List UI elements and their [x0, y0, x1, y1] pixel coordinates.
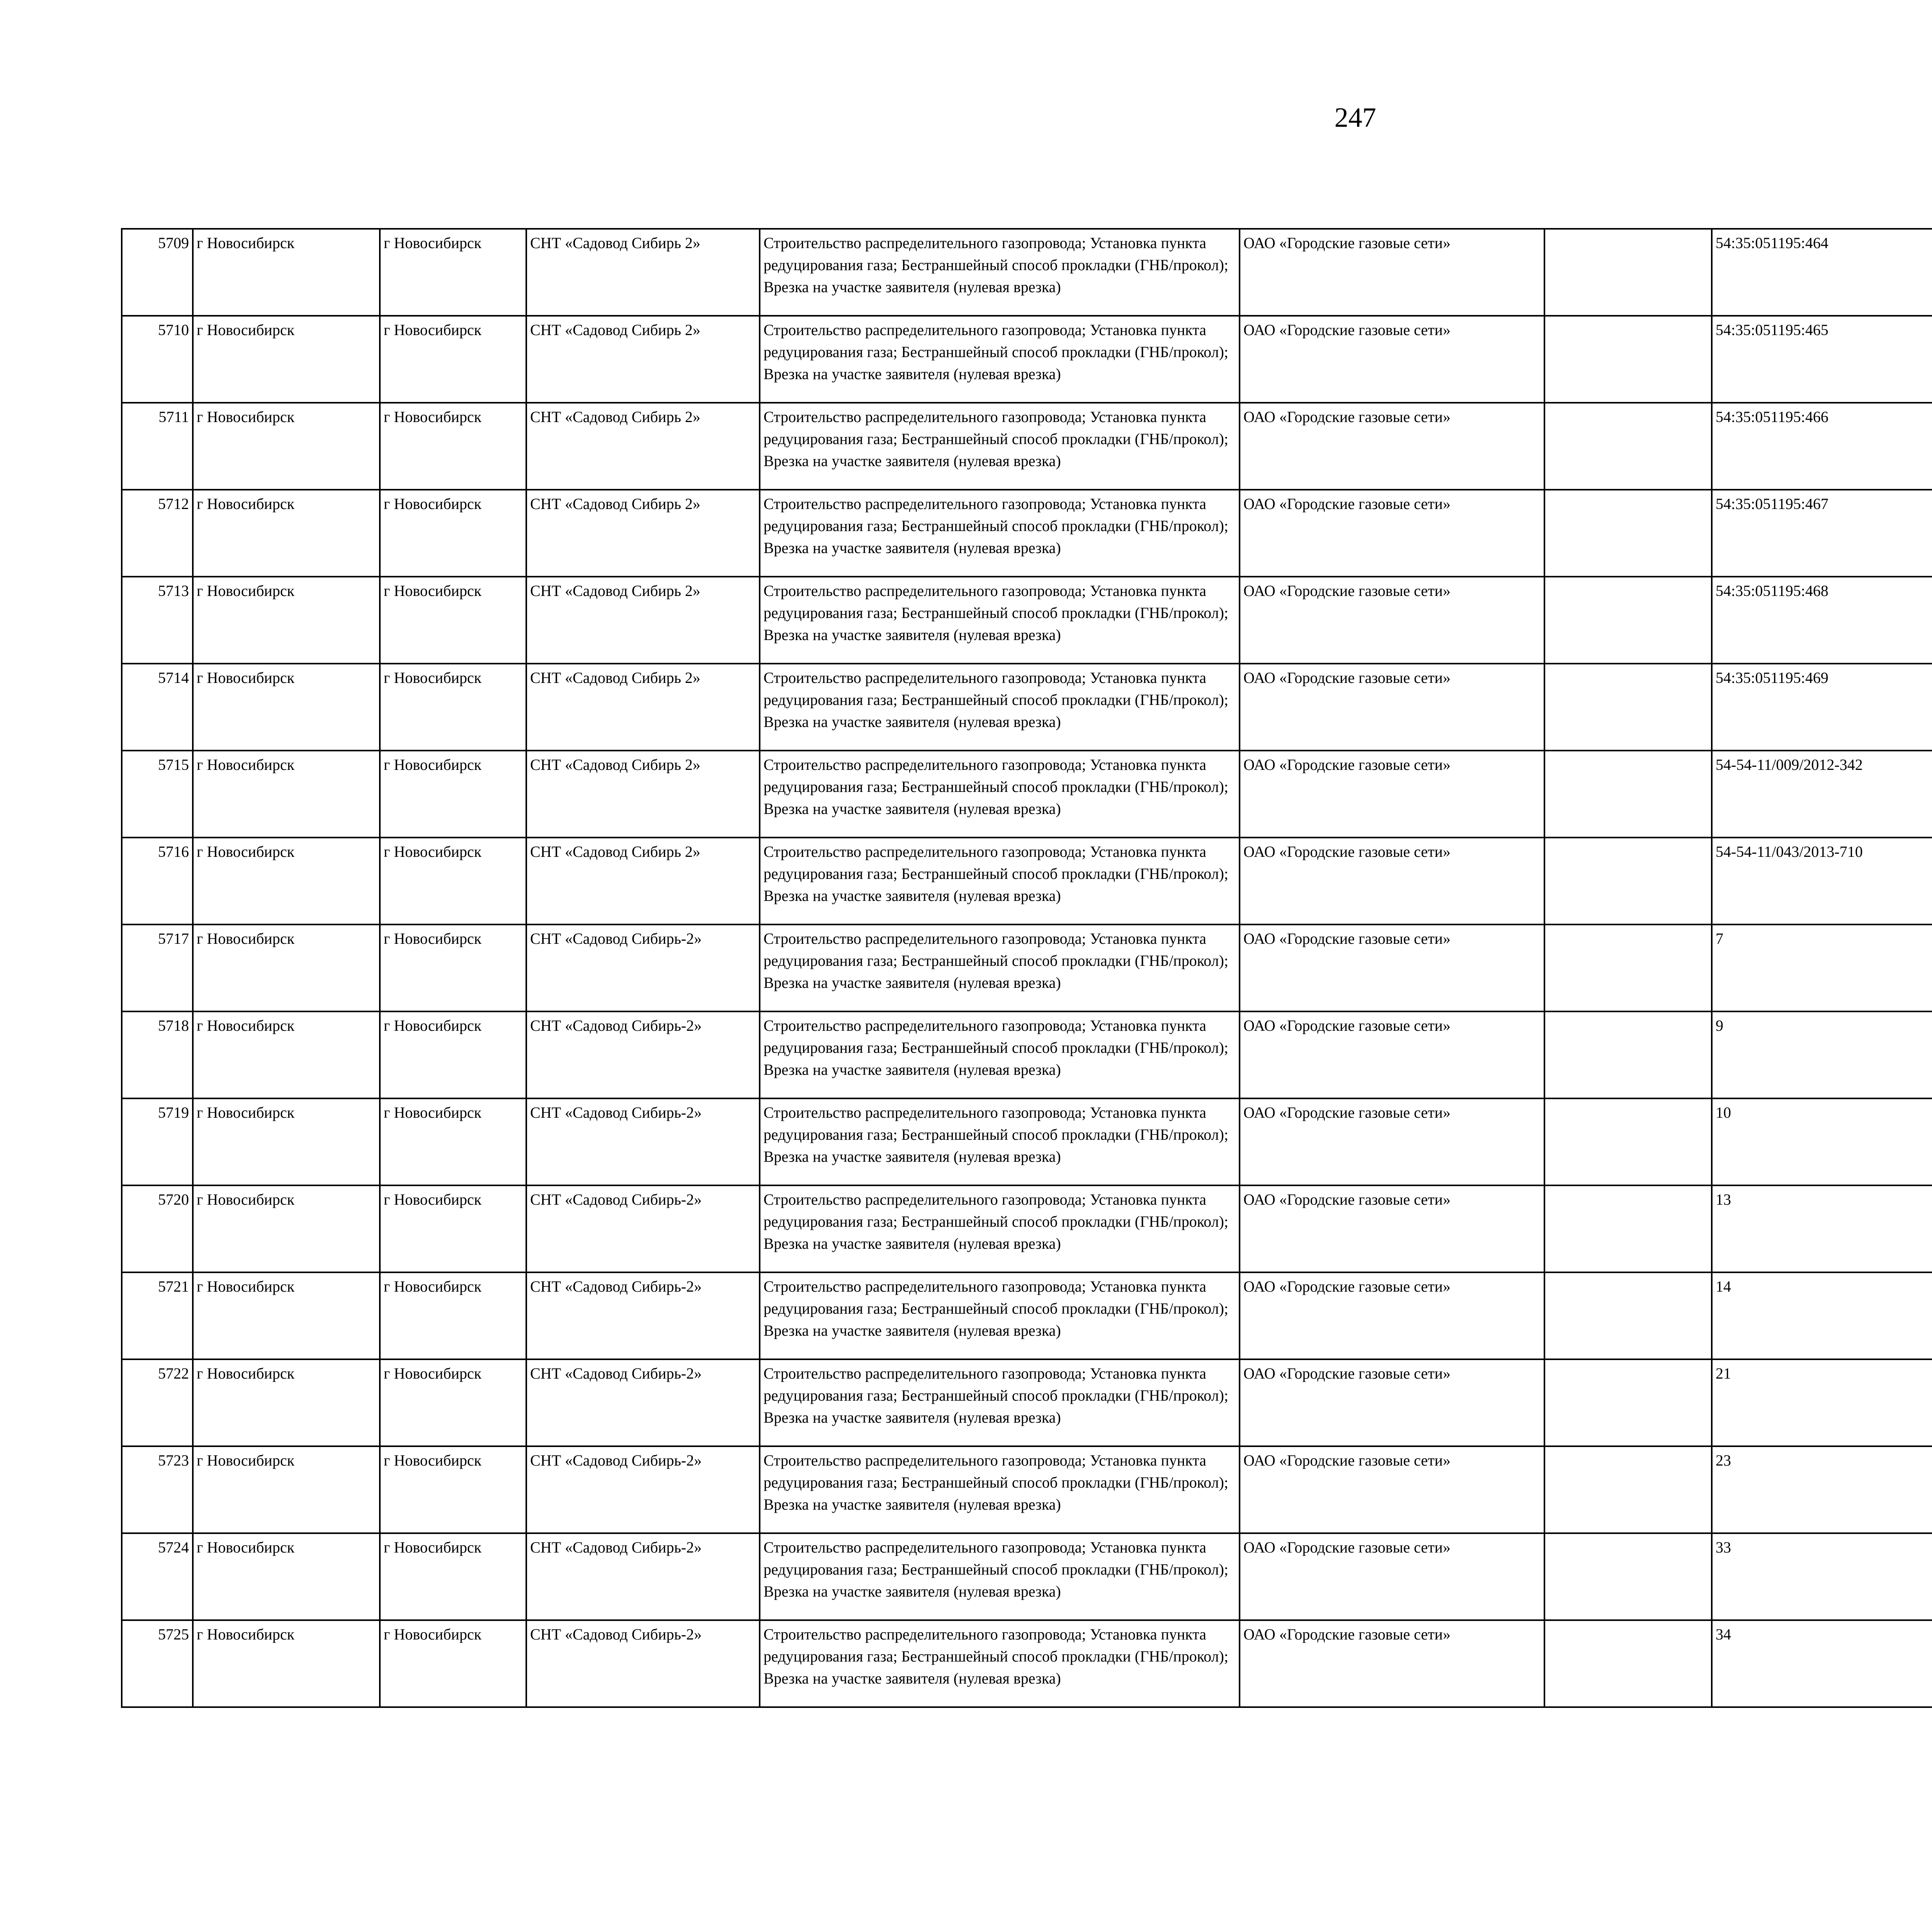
city-cell: г Новосибирск: [193, 316, 380, 403]
cadastral-number-cell: 33: [1712, 1533, 1932, 1620]
table-row: [122, 316, 1932, 403]
owner-cell: ОАО «Городские газовые сети»: [1240, 316, 1544, 403]
table-row: [122, 664, 1932, 751]
row-number: 5720: [122, 1185, 193, 1272]
city-cell: г Новосибирск: [193, 577, 380, 664]
object-cell: СНТ «Садовод Сибирь 2»: [526, 490, 760, 577]
district-cell: г Новосибирск: [380, 403, 526, 490]
city-cell: г Новосибирск: [193, 490, 380, 577]
row-number: 5718: [122, 1011, 193, 1098]
city-cell: г Новосибирск: [193, 1620, 380, 1707]
works-description-cell: Строительство распределительного газопровода; Установка пункта редуцирования газа; Бестраншейный способ прокладки (ГНБ/прокол); Врезка на участке заявителя (нулевая врезка): [760, 924, 1240, 1011]
cadastral-number-cell: 21: [1712, 1359, 1932, 1446]
works-description-cell: Строительство распределительного газопровода; Установка пункта редуцирования газа; Бестраншейный способ прокладки (ГНБ/прокол); Врезка на участке заявителя (нулевая врезка): [760, 1185, 1240, 1272]
owner-cell: ОАО «Городские газовые сети»: [1240, 229, 1544, 316]
object-cell: СНТ «Садовод Сибирь-2»: [526, 1359, 760, 1446]
table-row: [122, 1620, 1932, 1707]
object-cell: СНТ «Садовод Сибирь 2»: [526, 838, 760, 924]
empty-cell: [1544, 1620, 1712, 1707]
cadastral-number-cell: 54:35:051195:467: [1712, 490, 1932, 577]
district-cell: г Новосибирск: [380, 1098, 526, 1185]
table-body: [122, 229, 1932, 1707]
empty-cell: [1544, 577, 1712, 664]
row-number: 5711: [122, 403, 193, 490]
object-cell: СНТ «Садовод Сибирь 2»: [526, 403, 760, 490]
owner-cell: ОАО «Городские газовые сети»: [1240, 1098, 1544, 1185]
district-cell: г Новосибирск: [380, 1272, 526, 1359]
cadastral-number-cell: 54:35:051195:464: [1712, 229, 1932, 316]
city-cell: г Новосибирск: [193, 751, 380, 838]
city-cell: г Новосибирск: [193, 229, 380, 316]
city-cell: г Новосибирск: [193, 1359, 380, 1446]
cadastral-number-cell: 54:35:051195:469: [1712, 664, 1932, 751]
district-cell: г Новосибирск: [380, 1620, 526, 1707]
owner-cell: ОАО «Городские газовые сети»: [1240, 751, 1544, 838]
owner-cell: ОАО «Городские газовые сети»: [1240, 1620, 1544, 1707]
object-cell: СНТ «Садовод Сибирь 2»: [526, 664, 760, 751]
owner-cell: ОАО «Городские газовые сети»: [1240, 1185, 1544, 1272]
district-cell: г Новосибирск: [380, 1185, 526, 1272]
district-cell: г Новосибирск: [380, 751, 526, 838]
city-cell: г Новосибирск: [193, 1011, 380, 1098]
district-cell: г Новосибирск: [380, 1446, 526, 1533]
works-description-cell: Строительство распределительного газопровода; Установка пункта редуцирования газа; Бестраншейный способ прокладки (ГНБ/прокол); Врезка на участке заявителя (нулевая врезка): [760, 403, 1240, 490]
empty-cell: [1544, 403, 1712, 490]
city-cell: г Новосибирск: [193, 1533, 380, 1620]
empty-cell: [1544, 924, 1712, 1011]
owner-cell: ОАО «Городские газовые сети»: [1240, 403, 1544, 490]
row-number: 5713: [122, 577, 193, 664]
table-row: [122, 838, 1932, 924]
row-number: 5715: [122, 751, 193, 838]
empty-cell: [1544, 664, 1712, 751]
table-row: [122, 577, 1932, 664]
row-number: 5709: [122, 229, 193, 316]
table-row: [122, 1446, 1932, 1533]
object-cell: СНТ «Садовод Сибирь-2»: [526, 1272, 760, 1359]
cadastral-number-cell: 7: [1712, 924, 1932, 1011]
works-description-cell: Строительство распределительного газопровода; Установка пункта редуцирования газа; Бестраншейный способ прокладки (ГНБ/прокол); Врезка на участке заявителя (нулевая врезка): [760, 577, 1240, 664]
works-description-cell: Строительство распределительного газопровода; Установка пункта редуцирования газа; Бестраншейный способ прокладки (ГНБ/прокол); Врезка на участке заявителя (нулевая врезка): [760, 1098, 1240, 1185]
empty-cell: [1544, 1011, 1712, 1098]
works-description-cell: Строительство распределительного газопровода; Установка пункта редуцирования газа; Бестраншейный способ прокладки (ГНБ/прокол); Врезка на участке заявителя (нулевая врезка): [760, 316, 1240, 403]
city-cell: г Новосибирск: [193, 403, 380, 490]
table-row: [122, 751, 1932, 838]
owner-cell: ОАО «Городские газовые сети»: [1240, 490, 1544, 577]
district-cell: г Новосибирск: [380, 1359, 526, 1446]
district-cell: г Новосибирск: [380, 229, 526, 316]
object-cell: СНТ «Садовод Сибирь 2»: [526, 577, 760, 664]
object-cell: СНТ «Садовод Сибирь-2»: [526, 1185, 760, 1272]
empty-cell: [1544, 751, 1712, 838]
object-cell: СНТ «Садовод Сибирь-2»: [526, 1446, 760, 1533]
table-row: [122, 1098, 1932, 1185]
row-number: 5717: [122, 924, 193, 1011]
table-row: [122, 229, 1932, 316]
table-row: [122, 924, 1932, 1011]
empty-cell: [1544, 229, 1712, 316]
city-cell: г Новосибирск: [193, 664, 380, 751]
district-cell: г Новосибирск: [380, 838, 526, 924]
object-cell: СНТ «Садовод Сибирь 2»: [526, 751, 760, 838]
row-number: 5724: [122, 1533, 193, 1620]
row-number: 5721: [122, 1272, 193, 1359]
row-number: 5722: [122, 1359, 193, 1446]
object-cell: СНТ «Садовод Сибирь-2»: [526, 924, 760, 1011]
table-row: [122, 1359, 1932, 1446]
works-description-cell: Строительство распределительного газопровода; Установка пункта редуцирования газа; Бестраншейный способ прокладки (ГНБ/прокол); Врезка на участке заявителя (нулевая врезка): [760, 838, 1240, 924]
cadastral-number-cell: 14: [1712, 1272, 1932, 1359]
works-description-cell: Строительство распределительного газопровода; Установка пункта редуцирования газа; Бестраншейный способ прокладки (ГНБ/прокол); Врезка на участке заявителя (нулевая врезка): [760, 1446, 1240, 1533]
table-row: [122, 1272, 1932, 1359]
empty-cell: [1544, 1098, 1712, 1185]
row-number: 5712: [122, 490, 193, 577]
owner-cell: ОАО «Городские газовые сети»: [1240, 1272, 1544, 1359]
registry-table: [121, 228, 1932, 1708]
row-number: 5714: [122, 664, 193, 751]
district-cell: г Новосибирск: [380, 664, 526, 751]
table-row: [122, 1185, 1932, 1272]
owner-cell: ОАО «Городские газовые сети»: [1240, 838, 1544, 924]
owner-cell: ОАО «Городские газовые сети»: [1240, 1011, 1544, 1098]
cadastral-number-cell: 54:35:051195:468: [1712, 577, 1932, 664]
table-row: [122, 403, 1932, 490]
row-number: 5725: [122, 1620, 193, 1707]
city-cell: г Новосибирск: [193, 924, 380, 1011]
works-description-cell: Строительство распределительного газопровода; Установка пункта редуцирования газа; Бестраншейный способ прокладки (ГНБ/прокол); Врезка на участке заявителя (нулевая врезка): [760, 1359, 1240, 1446]
object-cell: СНТ «Садовод Сибирь-2»: [526, 1620, 760, 1707]
city-cell: г Новосибирск: [193, 1098, 380, 1185]
owner-cell: ОАО «Городские газовые сети»: [1240, 1359, 1544, 1446]
object-cell: СНТ «Садовод Сибирь-2»: [526, 1011, 760, 1098]
row-number: 5719: [122, 1098, 193, 1185]
works-description-cell: Строительство распределительного газопровода; Установка пункта редуцирования газа; Бестраншейный способ прокладки (ГНБ/прокол); Врезка на участке заявителя (нулевая врезка): [760, 1533, 1240, 1620]
object-cell: СНТ «Садовод Сибирь 2»: [526, 229, 760, 316]
object-cell: СНТ «Садовод Сибирь 2»: [526, 316, 760, 403]
table-row: [122, 490, 1932, 577]
city-cell: г Новосибирск: [193, 1185, 380, 1272]
owner-cell: ОАО «Городские газовые сети»: [1240, 1533, 1544, 1620]
owner-cell: ОАО «Городские газовые сети»: [1240, 924, 1544, 1011]
city-cell: г Новосибирск: [193, 1446, 380, 1533]
cadastral-number-cell: 23: [1712, 1446, 1932, 1533]
row-number: 5710: [122, 316, 193, 403]
district-cell: г Новосибирск: [380, 1011, 526, 1098]
works-description-cell: Строительство распределительного газопровода; Установка пункта редуцирования газа; Бестраншейный способ прокладки (ГНБ/прокол); Врезка на участке заявителя (нулевая врезка): [760, 229, 1240, 316]
district-cell: г Новосибирск: [380, 490, 526, 577]
cadastral-number-cell: 54:35:051195:466: [1712, 403, 1932, 490]
works-description-cell: Строительство распределительного газопровода; Установка пункта редуцирования газа; Бестраншейный способ прокладки (ГНБ/прокол); Врезка на участке заявителя (нулевая врезка): [760, 664, 1240, 751]
cadastral-number-cell: 10: [1712, 1098, 1932, 1185]
empty-cell: [1544, 316, 1712, 403]
district-cell: г Новосибирск: [380, 316, 526, 403]
district-cell: г Новосибирск: [380, 577, 526, 664]
cadastral-number-cell: 13: [1712, 1185, 1932, 1272]
cadastral-number-cell: 54-54-11/009/2012-342: [1712, 751, 1932, 838]
works-description-cell: Строительство распределительного газопровода; Установка пункта редуцирования газа; Бестраншейный способ прокладки (ГНБ/прокол); Врезка на участке заявителя (нулевая врезка): [760, 1620, 1240, 1707]
owner-cell: ОАО «Городские газовые сети»: [1240, 1446, 1544, 1533]
empty-cell: [1544, 1185, 1712, 1272]
empty-cell: [1544, 1446, 1712, 1533]
empty-cell: [1544, 1272, 1712, 1359]
city-cell: г Новосибирск: [193, 1272, 380, 1359]
owner-cell: ОАО «Городские газовые сети»: [1240, 664, 1544, 751]
district-cell: г Новосибирск: [380, 1533, 526, 1620]
empty-cell: [1544, 1533, 1712, 1620]
cadastral-number-cell: 9: [1712, 1011, 1932, 1098]
works-description-cell: Строительство распределительного газопровода; Установка пункта редуцирования газа; Бестраншейный способ прокладки (ГНБ/прокол); Врезка на участке заявителя (нулевая врезка): [760, 751, 1240, 838]
empty-cell: [1544, 1359, 1712, 1446]
works-description-cell: Строительство распределительного газопровода; Установка пункта редуцирования газа; Бестраншейный способ прокладки (ГНБ/прокол); Врезка на участке заявителя (нулевая врезка): [760, 1272, 1240, 1359]
empty-cell: [1544, 490, 1712, 577]
works-description-cell: Строительство распределительного газопровода; Установка пункта редуцирования газа; Бестраншейный способ прокладки (ГНБ/прокол); Врезка на участке заявителя (нулевая врезка): [760, 490, 1240, 577]
cadastral-number-cell: 34: [1712, 1620, 1932, 1707]
works-description-cell: Строительство распределительного газопровода; Установка пункта редуцирования газа; Бестраншейный способ прокладки (ГНБ/прокол); Врезка на участке заявителя (нулевая врезка): [760, 1011, 1240, 1098]
empty-cell: [1544, 838, 1712, 924]
cadastral-number-cell: 54:35:051195:465: [1712, 316, 1932, 403]
table-row: [122, 1533, 1932, 1620]
district-cell: г Новосибирск: [380, 924, 526, 1011]
cadastral-number-cell: 54-54-11/043/2013-710: [1712, 838, 1932, 924]
city-cell: г Новосибирск: [193, 838, 380, 924]
table-row: [122, 1011, 1932, 1098]
owner-cell: ОАО «Городские газовые сети»: [1240, 577, 1544, 664]
row-number: 5723: [122, 1446, 193, 1533]
page-number: 247: [1334, 102, 1376, 133]
row-number: 5716: [122, 838, 193, 924]
object-cell: СНТ «Садовод Сибирь-2»: [526, 1533, 760, 1620]
object-cell: СНТ «Садовод Сибирь-2»: [526, 1098, 760, 1185]
